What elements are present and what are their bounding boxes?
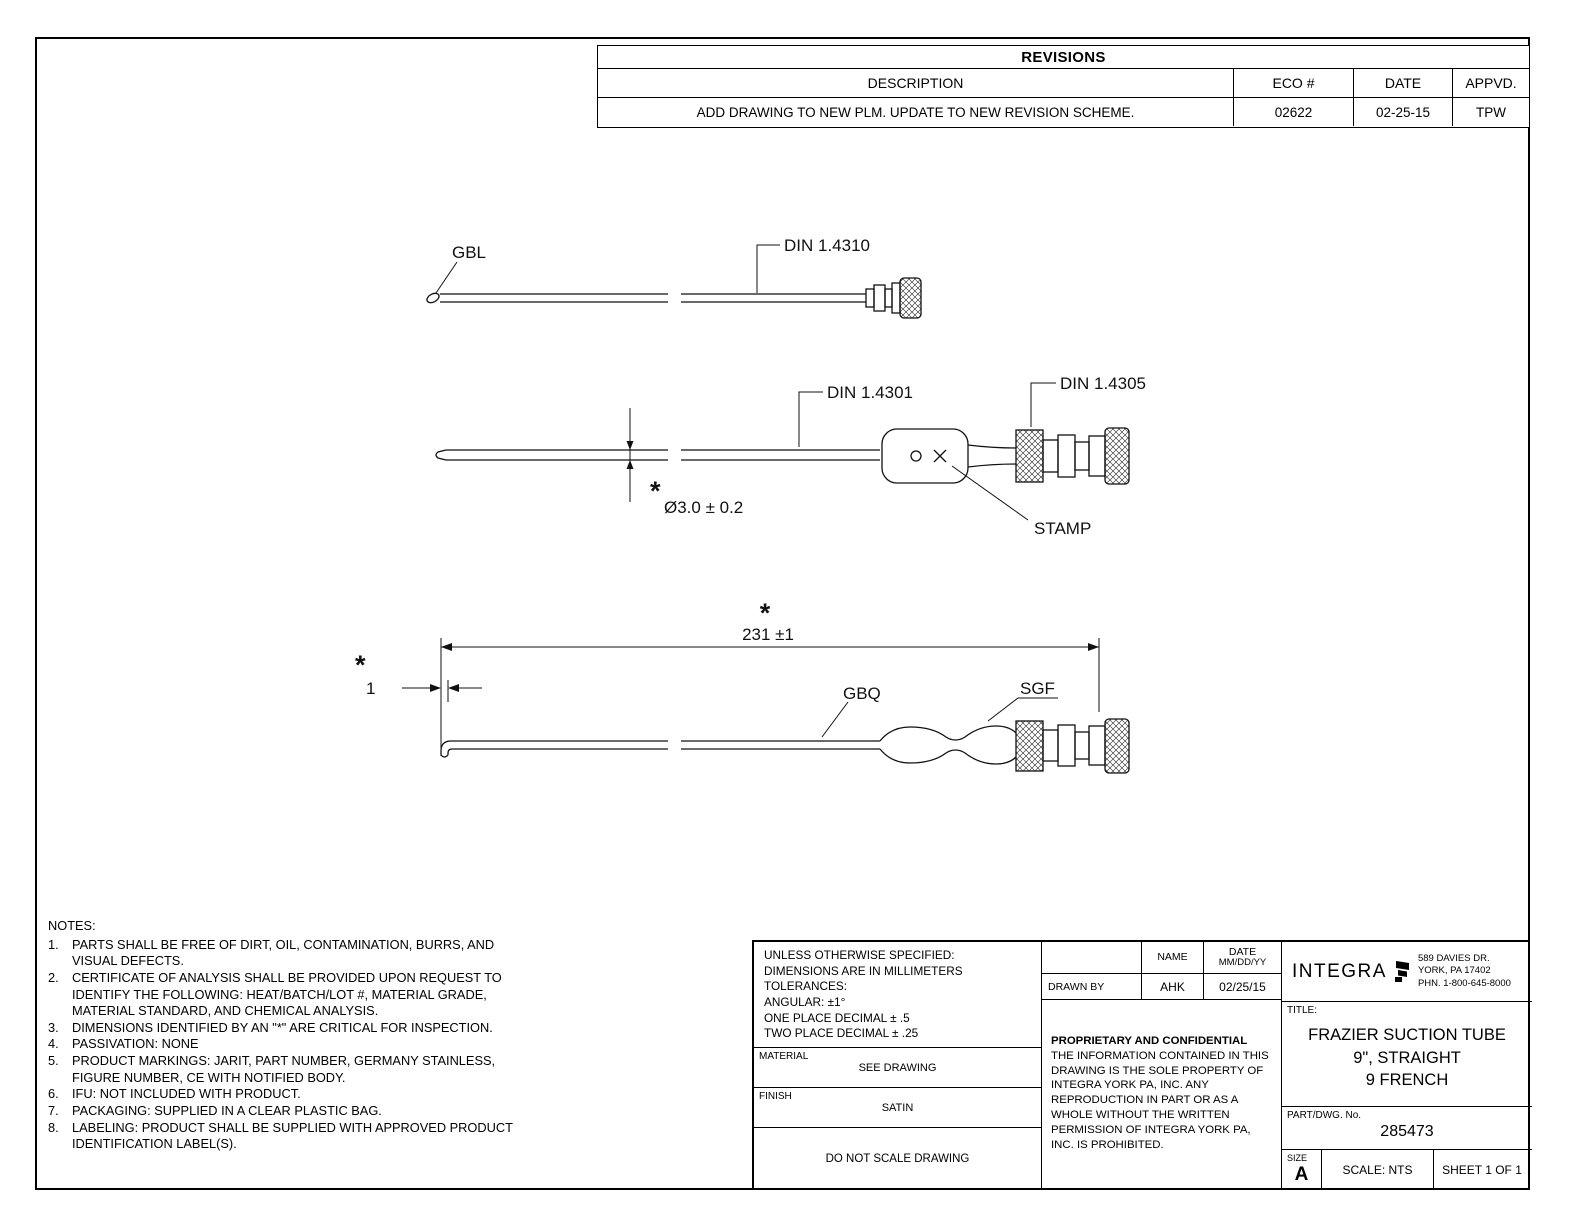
label-din-1-4305: DIN 1.4305 <box>1060 374 1146 393</box>
stamp-circle-mark <box>911 451 921 461</box>
label-din-1-4310: DIN 1.4310 <box>784 236 870 255</box>
dim-arrowhead <box>627 460 634 469</box>
view-top-leader-lines <box>436 245 780 293</box>
note-item <box>48 1086 530 1103</box>
revision-description: ADD DRAWING TO NEW PLM. UPDATE TO NEW REVISION SCHEME. <box>696 104 1135 120</box>
company-address-line: 589 DAVIES DR. <box>1417 952 1490 964</box>
notes-section <box>48 918 530 1153</box>
part-number-value: 285473 <box>1380 1123 1434 1140</box>
hub-step <box>1043 730 1058 761</box>
proprietary-heading: PROPRIETARY AND CONFIDENTIAL <box>1051 1035 1248 1047</box>
size-label: SIZE <box>1287 1153 1308 1163</box>
connector-step <box>874 285 885 311</box>
revisions-title: REVISIONS <box>598 46 1529 69</box>
company-address-line: YORK, PA 17402 <box>1417 965 1491 977</box>
label-length-dim: 231 ±1 <box>742 625 794 644</box>
label-gbq: GBQ <box>843 684 881 703</box>
note-number: 7. <box>48 1102 59 1118</box>
drawing-title-line: 9 FRENCH <box>1365 1071 1449 1090</box>
note-text: PACKAGING: SUPPLIED IN A CLEAR PLASTIC BAG. <box>72 1102 382 1118</box>
note-number: 4. <box>48 1036 59 1052</box>
note-item <box>48 1020 530 1037</box>
revision-date-value: 02-25-15 <box>1353 98 1452 126</box>
critical-asterisk-tip: * <box>355 650 366 680</box>
revision-appvd-value: TPW <box>1452 98 1529 126</box>
note-number: 2. <box>48 969 59 985</box>
drawn-by-date: 02/25/15 <box>1204 974 1282 1000</box>
note-text: LABELING: PRODUCT SHALL BE SUPPLIED WITH APPROVED PRODUCT IDENTIFICATION LABEL(S). <box>72 1119 513 1152</box>
tube-shaft-top-view <box>440 294 866 302</box>
tolerance-line: ONE PLACE DECIMAL ± .5 <box>764 1010 910 1025</box>
hub-step <box>1089 436 1105 476</box>
tolerance-line: DIMENSIONS ARE IN MILLIMETERS <box>764 963 963 978</box>
hub-step <box>1043 440 1058 472</box>
date-format: MM/DD/YY <box>1218 957 1267 969</box>
dim-arrowhead <box>448 684 459 692</box>
company-cell <box>1282 942 1532 1002</box>
drawing-title-cell <box>1282 1002 1532 1107</box>
stamp-x-mark <box>934 450 946 462</box>
dim-arrowhead <box>441 643 452 651</box>
part-number-label: PART/DWG. No. <box>1287 1110 1362 1121</box>
tip-dim-lines <box>402 680 482 702</box>
note-item <box>48 1103 530 1120</box>
drawing-title-line: 9", STRAIGHT <box>1353 1048 1461 1067</box>
label-diameter-dim: Ø3.0 ± 0.2 <box>664 498 744 517</box>
tolerance-line: TWO PLACE DECIMAL ± .25 <box>764 1026 919 1041</box>
tolerance-line: ANGULAR: ±1° <box>764 995 846 1010</box>
revisions-col-eco: ECO # <box>1233 69 1353 97</box>
bent-tip <box>441 741 668 757</box>
dim-arrowhead <box>1088 643 1099 651</box>
note-item <box>48 1053 530 1086</box>
material-value: SEE DRAWING <box>858 1061 937 1074</box>
din-4310-leader-line <box>757 245 780 293</box>
size-cell <box>1282 1150 1322 1190</box>
tube-shaft-bottom-view <box>681 741 880 749</box>
critical-asterisk-length: * <box>759 598 771 628</box>
note-text: IFU: NOT INCLUDED WITH PRODUCT. <box>72 1086 301 1102</box>
label-sgf: SGF <box>1020 679 1055 698</box>
note-text: DIMENSIONS IDENTIFIED BY AN "*" ARE CRITICAL FOR INSPECTION. <box>72 1019 493 1035</box>
title-label: TITLE: <box>1287 1005 1318 1016</box>
tolerances-cell <box>754 942 1042 1048</box>
date-header: DATE <box>1228 946 1257 958</box>
tolerance-line: TOLERANCES: <box>764 979 848 994</box>
note-item <box>48 970 530 1020</box>
label-gbl: GBL <box>452 243 487 262</box>
part-number-cell <box>1282 1107 1532 1150</box>
label-stamp: STAMP <box>1034 519 1092 538</box>
no-scale-cell <box>754 1128 1042 1190</box>
note-number: 6. <box>48 1086 59 1102</box>
note-number: 1. <box>48 936 59 952</box>
gbq-leader-line <box>822 702 848 737</box>
note-text: PRODUCT MARKINGS: JARIT, PART NUMBER, GERMANY STAINLESS, FIGURE NUMBER, CE WITH NOTIFIED BODY. <box>72 1053 496 1085</box>
knurled-end-cap <box>1105 428 1129 484</box>
note-number: 5. <box>48 1053 59 1068</box>
revision-eco-value: 02622 <box>1233 98 1353 126</box>
drawing-title-line: FRAZIER SUCTION TUBE <box>1308 1025 1506 1044</box>
tolerance-line: UNLESS OTHERWISE SPECIFIED: <box>764 948 955 962</box>
company-address-line: PHN. 1-800-645-8000 <box>1417 977 1511 989</box>
note-text: CERTIFICATE OF ANALYSIS SHALL BE PROVIDED UPON REQUEST TO IDENTIFY THE FOLLOWING: HEAT/BATCH/LOT #, MATERIAL GRADE, MATERIAL STANDARD, AND CHEMICAL ANALYSIS. <box>72 969 502 1019</box>
connector-step <box>866 289 874 307</box>
scale-value: SCALE: NTS <box>1342 1163 1413 1177</box>
label-tip-dim: 1 <box>366 679 376 698</box>
drawn-by-label: DRAWN BY <box>1042 974 1142 1000</box>
finish-label: FINISH <box>759 1091 792 1102</box>
no-scale-text: DO NOT SCALE DRAWING <box>825 1153 970 1165</box>
hub-step <box>1075 732 1089 759</box>
size-value: A <box>1294 1164 1309 1185</box>
revisions-col-appvd: APPVD. <box>1452 69 1529 97</box>
handle-neck <box>968 445 1016 467</box>
finish-value: SATIN <box>881 1101 914 1114</box>
knurled-end-cap <box>1105 719 1129 773</box>
drawn-by-name: AHK <box>1142 974 1204 1000</box>
view-bottom-assembly <box>441 719 1129 773</box>
material-cell <box>754 1048 1042 1088</box>
view-middle-assembly <box>436 428 1129 484</box>
header-blank-cell <box>1042 942 1142 974</box>
name-header: NAME <box>1157 951 1188 964</box>
dim-arrowhead <box>627 441 634 450</box>
tube-tip <box>436 450 446 460</box>
dim-arrowhead <box>430 684 441 692</box>
critical-asterisk-diameter: * <box>650 476 661 506</box>
sgf-leader-line <box>988 698 1058 721</box>
view-middle-dimension <box>627 408 634 502</box>
handle-profile-bottom <box>880 749 1016 764</box>
revisions-col-description: DESCRIPTION <box>867 75 964 91</box>
scale-cell <box>1322 1150 1434 1190</box>
handle-profile-top <box>880 726 1016 741</box>
note-text: PASSIVATION: NONE <box>72 1036 199 1052</box>
note-number: 8. <box>48 1119 59 1135</box>
hub-step <box>1058 725 1075 766</box>
title-block <box>752 940 1530 1190</box>
suction-tip-gbl <box>425 291 440 304</box>
name-header-cell <box>1142 942 1204 974</box>
extension-lines <box>441 638 1099 756</box>
company-name: INTEGRA <box>1292 960 1387 982</box>
proprietary-body: THE INFORMATION CONTAINED IN THIS DRAWING IS THE SOLE PROPERTY OF INTEGRA YORK PA, INC. ANY REPRODUCTION IN PART OR AS A WHOLE WITHOUT THE WRITTEN PERMISSION OF INTEGRA YORK PA, INC. IS PROHIBITED. <box>1051 1049 1269 1151</box>
gbl-leader-line <box>436 262 457 293</box>
finish-cell <box>754 1088 1042 1128</box>
note-item <box>48 937 530 970</box>
din-4305-leader-line <box>1031 383 1056 427</box>
sheet-value: SHEET 1 OF 1 <box>1442 1163 1522 1177</box>
proprietary-cell <box>1042 1000 1282 1190</box>
date-header-cell <box>1204 942 1282 974</box>
handle-body <box>882 429 968 483</box>
hub-step <box>1089 726 1105 765</box>
connector-step <box>885 289 892 307</box>
notes-heading: NOTES: <box>48 918 96 933</box>
hub-step <box>1058 435 1075 477</box>
connector-step <box>892 283 900 313</box>
label-din-1-4301: DIN 1.4301 <box>827 383 913 402</box>
knurled-ring <box>1016 430 1043 482</box>
view-top-assembly <box>425 278 921 318</box>
knurled-ring <box>1016 721 1043 771</box>
hub-step <box>1075 442 1089 470</box>
note-number: 3. <box>48 1019 59 1035</box>
note-item <box>48 1036 530 1053</box>
sheet-cell <box>1434 1150 1530 1190</box>
note-text: PARTS SHALL BE FREE OF DIRT, OIL, CONTAMINATION, BURRS, AND VISUAL DEFECTS. <box>72 936 495 969</box>
note-item <box>48 1120 530 1153</box>
knurled-end-cap <box>900 278 921 318</box>
material-label: MATERIAL <box>759 1051 809 1062</box>
view-bottom-dimensions <box>402 638 1099 756</box>
integra-logo-icon <box>1394 960 1411 984</box>
din-4301-leader-line <box>799 392 823 447</box>
revisions-col-date: DATE <box>1353 69 1452 97</box>
tube-shaft-middle-view <box>446 450 880 460</box>
